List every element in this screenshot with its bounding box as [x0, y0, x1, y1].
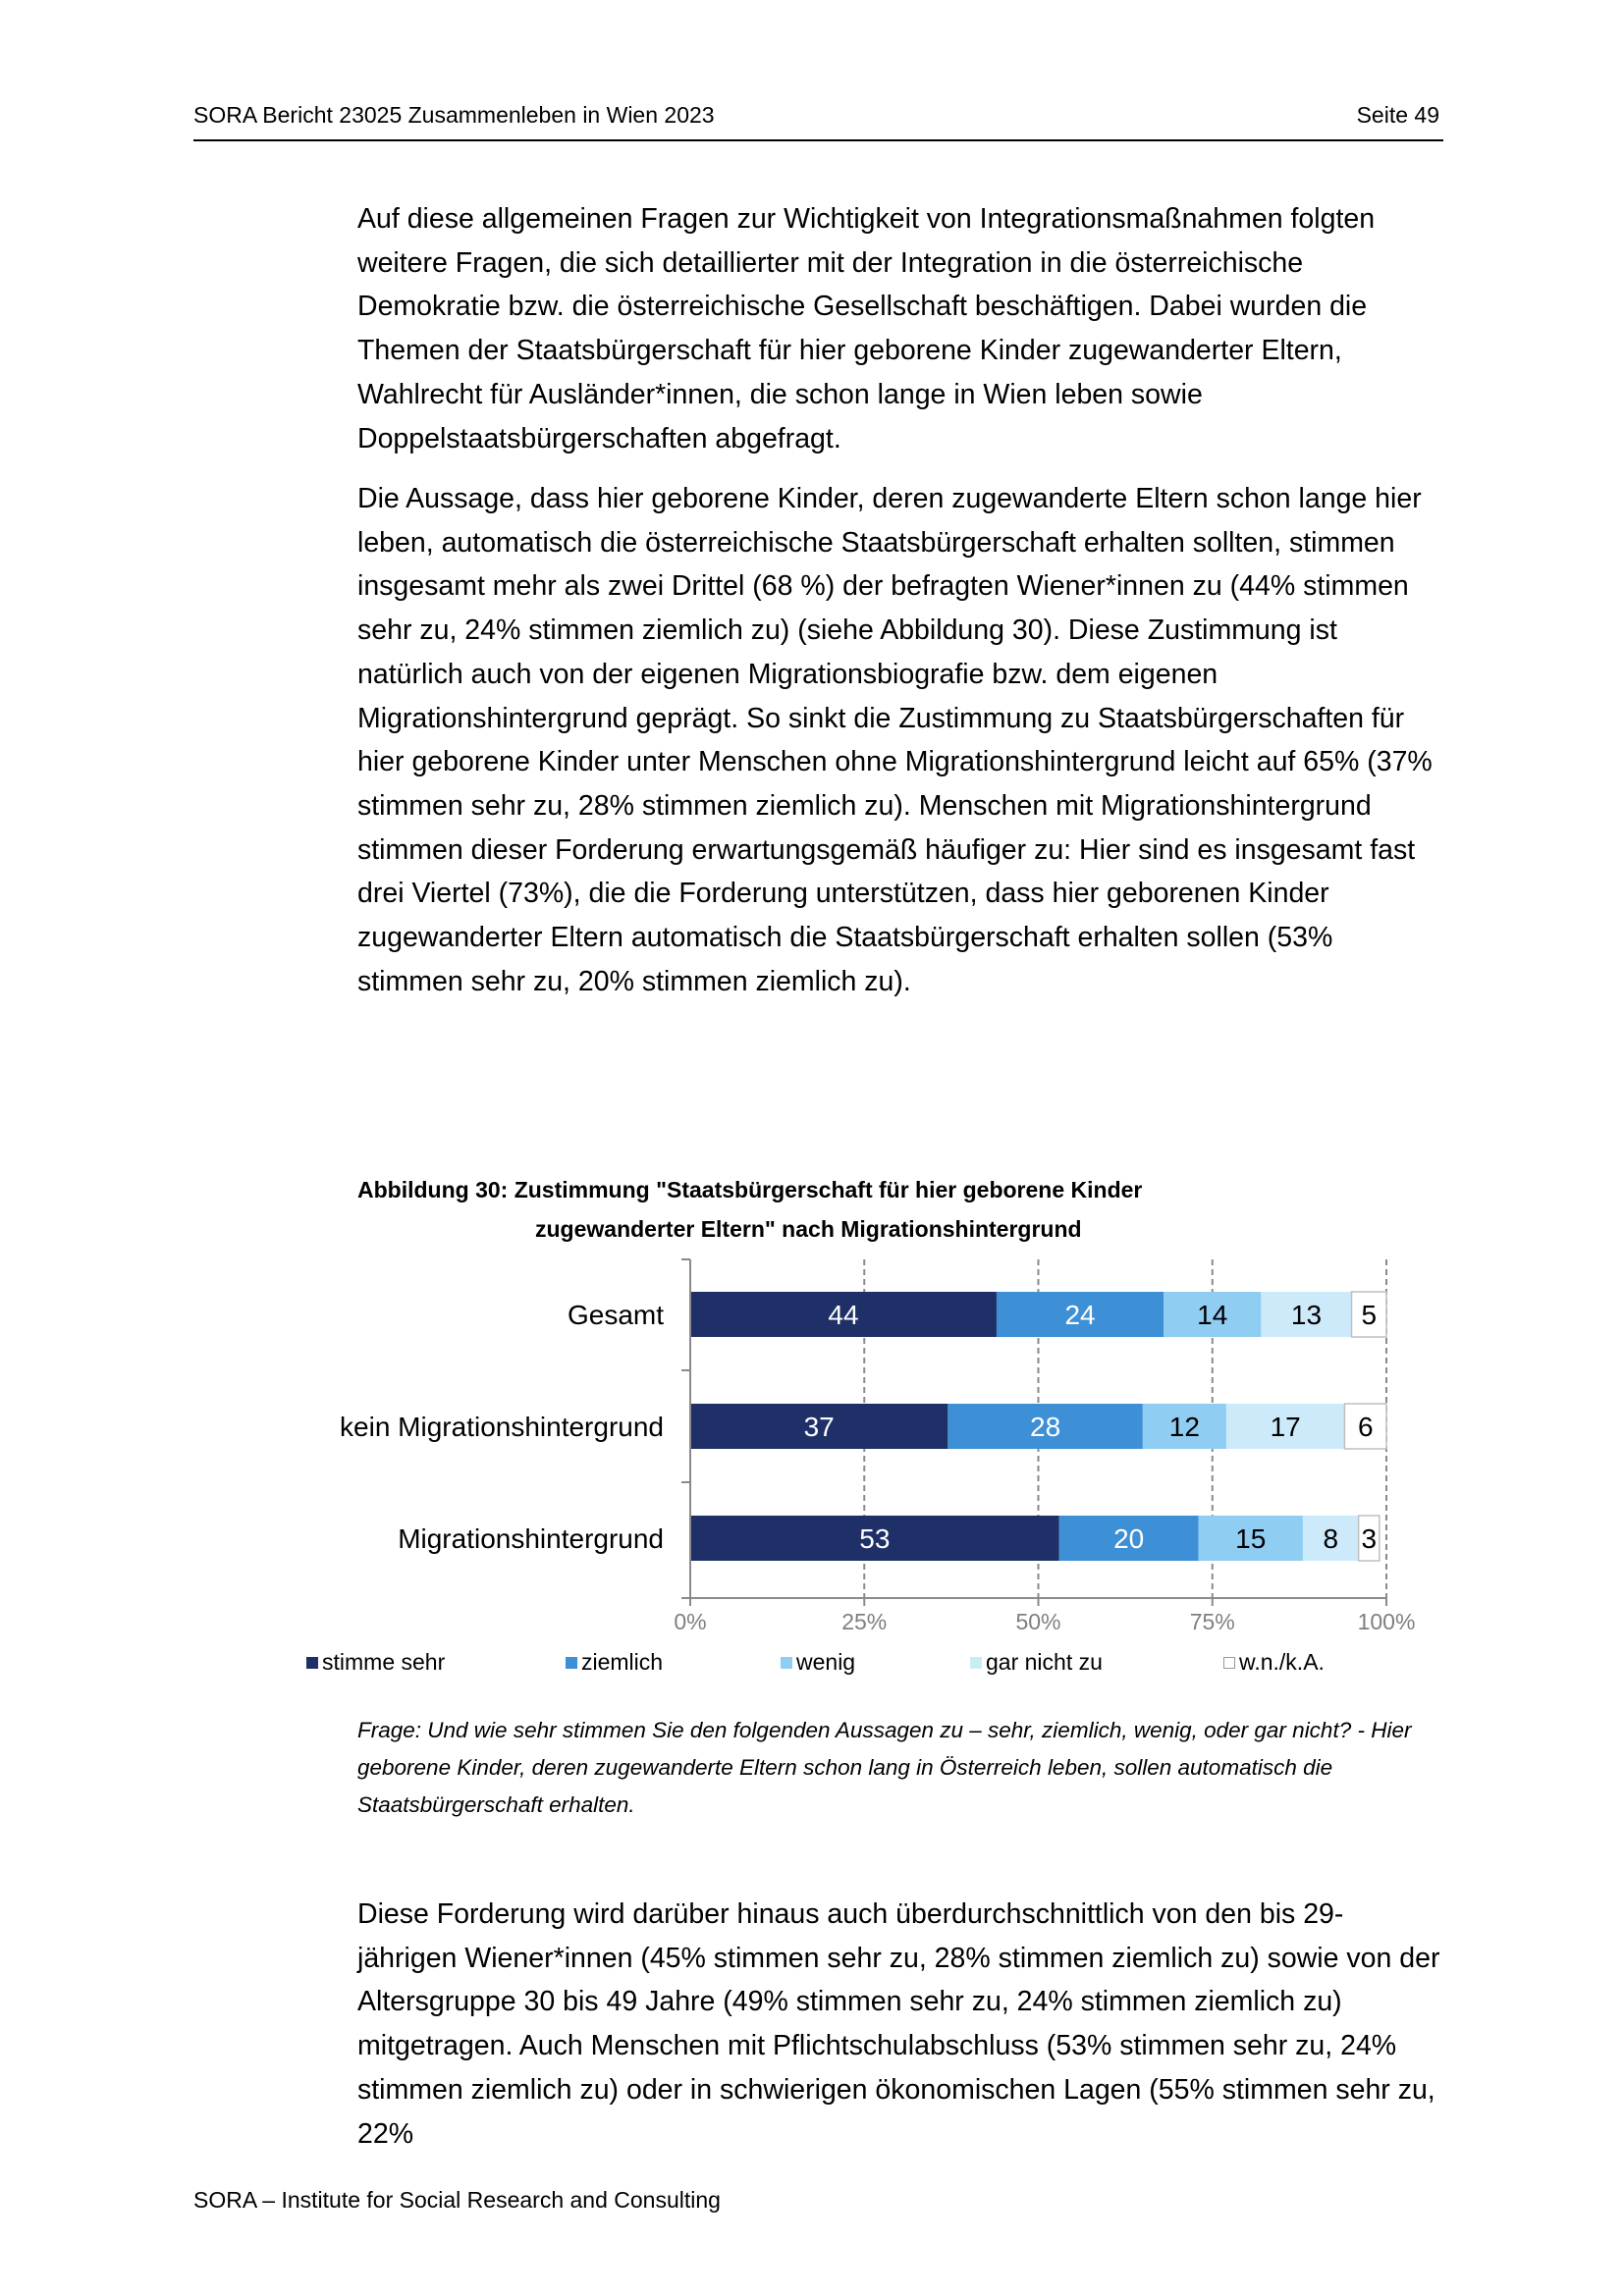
legend-swatch	[781, 1657, 792, 1669]
data-label: 5	[1361, 1300, 1378, 1330]
legend-label: w.n./k.A.	[1239, 1649, 1325, 1675]
legend-label: gar nicht zu	[986, 1649, 1103, 1675]
legend-label: stimme sehr	[322, 1649, 446, 1675]
stacked-bar-chart	[295, 1252, 1424, 1639]
legend-item-wn-ka	[1223, 1649, 1325, 1676]
legend-item-gar-nicht-zu	[970, 1649, 1103, 1676]
legend-label: ziemlich	[581, 1649, 664, 1675]
category-label: Gesamt	[567, 1300, 664, 1330]
x-tick-label: 0%	[674, 1609, 707, 1634]
legend-item-stimme-sehr	[306, 1649, 445, 1676]
figure-title	[357, 1170, 1142, 1249]
data-label: 12	[1168, 1412, 1200, 1442]
x-tick-label: 75%	[1189, 1609, 1235, 1634]
page-footer: SORA – Institute for Social Research and Consulting	[193, 2187, 721, 2213]
report-title: SORA Bericht 23025 Zusammenleben in Wien 2023	[193, 102, 715, 128]
paragraph-text: Die Aussage, dass hier geborene Kinder, deren zugewanderte Eltern schon lange hier leben, automatisch die österreichische Staatsbürgerschaft erhalten sollten, stimmen insgesamt mehr als zwei Drittel (68 %) der befragten Wiener*innen zu (44% stimmen sehr zu, 24% stimmen ziemlich zu) (siehe Abbildung 30). Diese Zustimmung ist natürlich auch von der eigenen Migrationsbiografie bzw. dem eigenen Migrationshintergrund geprägt. So sinkt die Zustimmung zu Staatsbürgerschaften für hier geborene Kinder unter Menschen ohne Migrationshintergrund leicht auf 65% (37% stimmen sehr zu, 28% stimmen ziemlich zu). Menschen mit Migrationshintergrund stimmen dieser Forderung erwartungsgemäß häufiger zu: Hier sind es insgesamt fast drei Viertel (73%), die die Forderung unterstützen, dass hier geborenen Kinder zugewanderter Eltern automatisch die Staatsbürgerschaft erhalten sollen (53% stimmen sehr zu, 20% stimmen ziemlich zu).	[357, 483, 1433, 997]
x-tick-label: 100%	[1357, 1609, 1416, 1634]
paragraph-text: Auf diese allgemeinen Fragen zur Wichtigkeit von Integrationsmaßnahmen folgten weitere Fragen, die sich detaillierter mit der Integration in die österreichische Demokratie bzw. die österreichische Gesellschaft beschäftigen. Dabei wurden die Themen der Staatsbürgerschaft für hier geborene Kinder zugewanderter Eltern, Wahlrecht für Ausländer*innen, die schon lange in Wien leben sowie Doppelstaatsbürgerschaften abgefragt.	[357, 203, 1376, 454]
data-label: 14	[1197, 1300, 1228, 1330]
data-label: 24	[1064, 1300, 1096, 1330]
paragraph-intro	[357, 197, 1442, 460]
figure-title-line-1: Abbildung 30: Zustimmung "Staatsbürgerschaft für hier geborene Kinder	[357, 1177, 1143, 1202]
legend-swatch	[566, 1657, 577, 1669]
figure-caption: Frage: Und wie sehr stimmen Sie den folgenden Aussagen zu – sehr, ziemlich, wenig, oder gar nicht? - Hier geborene Kinder, deren zugewanderte Eltern schon lang in Österreich leben, sollen automatisch die Staatsbürgerschaft erhalten.	[357, 1718, 1412, 1817]
data-label: 53	[859, 1523, 891, 1554]
data-label: 13	[1290, 1300, 1323, 1330]
legend-swatch	[306, 1657, 318, 1669]
paragraph-text: Diese Forderung wird darüber hinaus auch überdurchschnittlich von den bis 29-jährigen Wiener*innen (45% stimmen sehr zu, 28% stimmen ziemlich zu) sowie von der Altersgruppe 30 bis 49 Jahre (49% stimmen sehr zu, 24% stimmen ziemlich zu) mitgetragen. Auch Menschen mit Pflichtschulabschluss (53% stimmen sehr zu, 24% stimmen ziemlich zu) oder in schwierigen ökonomischen Lagen (55% stimmen sehr zu, 22%	[357, 1898, 1440, 2150]
data-label: 3	[1361, 1523, 1378, 1554]
data-label: 17	[1270, 1412, 1301, 1442]
legend-label: wenig	[796, 1649, 856, 1675]
legend-swatch	[1223, 1657, 1235, 1669]
paragraph-age-groups	[357, 1893, 1442, 2156]
x-tick-label: 50%	[1015, 1609, 1061, 1634]
category-label: kein Migrationshintergrund	[340, 1412, 664, 1442]
page-number: Seite 49	[1356, 102, 1439, 128]
legend-swatch	[970, 1657, 982, 1669]
data-label: 15	[1235, 1523, 1267, 1554]
category-label: Migrationshintergrund	[398, 1523, 664, 1554]
data-label: 37	[803, 1412, 835, 1442]
data-label: 8	[1323, 1523, 1339, 1554]
x-tick-label: 25%	[841, 1609, 888, 1634]
legend-item-ziemlich	[566, 1649, 663, 1676]
data-label: 6	[1357, 1412, 1374, 1442]
paragraph-results	[357, 477, 1442, 1003]
data-label: 28	[1030, 1412, 1061, 1442]
page-header	[193, 102, 1443, 141]
data-label: 44	[828, 1300, 859, 1330]
legend-item-wenig	[781, 1649, 855, 1676]
data-label: 20	[1113, 1523, 1145, 1554]
figure-title-line-2: zugewanderter Eltern" nach Migrationshintergrund	[535, 1216, 1082, 1242]
